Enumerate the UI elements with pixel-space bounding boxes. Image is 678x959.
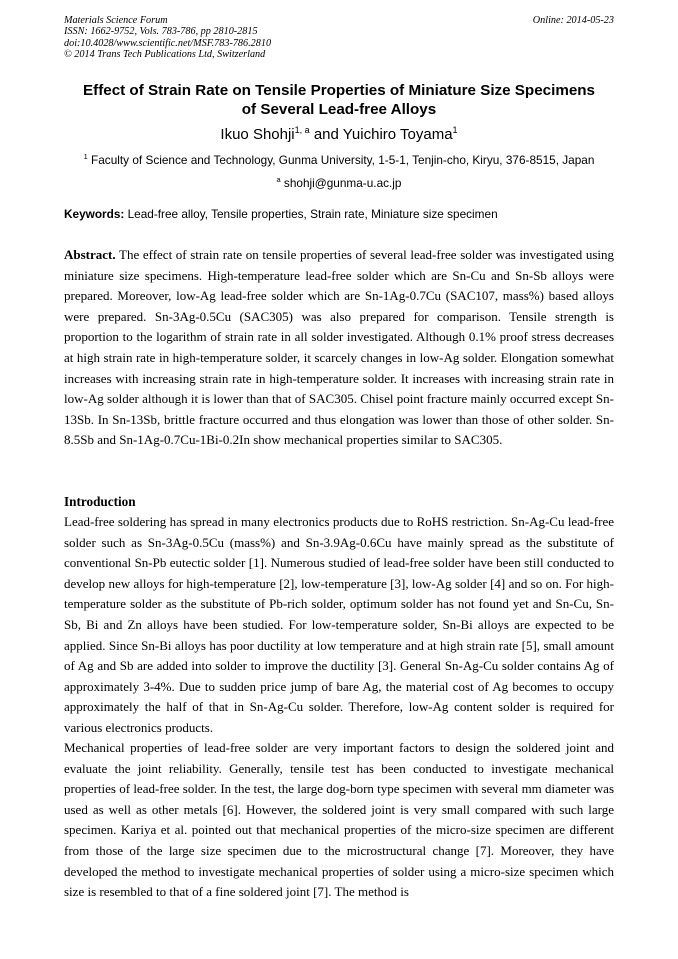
section-heading: Introduction xyxy=(64,494,136,509)
abstract xyxy=(64,245,614,451)
keywords-label: Keywords: xyxy=(64,207,125,221)
doi-line: doi:10.4028/www.scientific.net/MSF.783-786.2810 xyxy=(64,37,272,49)
author-superscript: 1 xyxy=(452,125,458,135)
email-address: shohji@gunma-u.ac.jp xyxy=(280,176,402,190)
author-conjunction: and xyxy=(309,126,343,143)
online-date: Online: 2014-05-23 xyxy=(532,15,614,26)
journal-header xyxy=(64,15,464,61)
paragraph-text: Lead-free soldering has spread in many electronics products due to RoHS restriction. Sn-Ag-Cu lead-free solder such as Sn-3Ag-0.5Cu (mass%) and Sn-3.9Ag-0.6Cu have mainly spread as the substitute of conventional Sn-Pb eutectic solder [1]. Numerous studied of lead-free solder have been still conducted to develop new alloys for high-temperature [2], low-temperature [3], low-Ag solder [4] and so on. For high-temperature solder as the substitute of Pb-rich solder, optimum solder has not found yet and Sn-Cu, Sn-Sb, Bi and Zn alloys have been studied. For low-temperature solder, Sn-Bi alloys are expected to be applied. Since Sn-Bi alloys has poor ductility at low temperature and at high strain rate [5], small amount of Ag and Sb are added into solder to improve the ductility [3]. General Sn-Ag-Cu solder contains Ag of approximately 3-4%. Due to sudden price jump of bare Ag, the material cost of Ag becomes to occupy approximately the half of that in Sn-Ag-Cu solder. Therefore, low-Ag content solder is required for various electronics products. xyxy=(64,514,614,735)
author-name: Yuichiro Toyama xyxy=(342,126,453,143)
issn-line: ISSN: 1662-9752, Vols. 783-786, pp 2810-2815 xyxy=(64,26,258,38)
title-line-2: of Several Lead-free Alloys xyxy=(241,100,437,118)
affiliation-text: Faculty of Science and Technology, Gunma University, 1-5-1, Tenjin-cho, Kiryu, 376-8515, Japan xyxy=(87,153,595,167)
author-name: Ikuo Shohji xyxy=(220,126,295,143)
author-list xyxy=(40,121,638,144)
affiliation-line xyxy=(40,147,638,170)
abstract-paragraph xyxy=(64,245,614,451)
paragraph-text: Mechanical properties of lead-free solder are very important factors to design the soldered joint and evaluate the joint reliability. Generally, tensile test has been conducted to investigate mechanical properties of lead-free solder. In the test, the large dog-born type specimen with several mm diameter was used as well as other metals [6]. However, the soldered joint is very small compared with such large specimen. Kariya et al. pointed out that mechanical properties of the micro-size specimen are different from those of the large size specimen due to the microstructural change [7]. Moreover, they have developed the method to investigate mechanical properties of solder using a micro-size specimen which size is resembled to that of a fine soldered joint [7]. The method is xyxy=(64,740,614,900)
email-superscript: a xyxy=(276,175,281,184)
keywords-text: Lead-free alloy, Tensile properties, Strain rate, Miniature size specimen xyxy=(124,207,498,221)
title-line-1: Effect of Strain Rate on Tensile Properties of Miniature Size Specimens xyxy=(83,82,595,99)
affiliation-block xyxy=(40,147,638,193)
paper-title xyxy=(40,82,638,119)
affiliation-superscript: 1 xyxy=(83,152,88,161)
abstract-text: The effect of strain rate on tensile properties of several lead-free solder was investigated using miniature size specimens. High-temperature lead-free solder which are Sn-Cu and Sn-Sb alloys were prepared. Moreover, low-Ag lead-free solder which are Sn-1Ag-0.7Cu (SAC107, mass%) based alloys were prepared. Sn-3Ag-0.5Cu (SAC305) was also prepared for comparison. Tensile strength is proportion to the logarithm of strain rate in all solder investigated. Although 0.1% proof stress decreases at high strain rate in high-temperature solder, it scarcely changes in low-Ag solder. Elongation somewhat increases with increasing strain rate in high-temperature solder. It increases with increasing strain rate in low-Ag solder although it is lower than that of SAC305. Chisel point fracture mainly occurred except Sn-13Sb. In Sn-13Sb, brittle fracture occurred and thus elongation was lower than those of other solder. Sn-8.5Sb and Sn-1Ag-0.7Cu-1Bi-0.2In show mechanical properties similar to SAC305. xyxy=(64,247,614,448)
journal-name: Materials Science Forum xyxy=(64,15,168,26)
intro-paragraph-2 xyxy=(64,738,614,903)
email-line xyxy=(40,170,638,193)
copyright-line: © 2014 Trans Tech Publications Ltd, Switzerland xyxy=(64,49,266,61)
intro-paragraph-1 xyxy=(64,512,614,739)
keywords xyxy=(64,206,624,222)
abstract-label: Abstract. xyxy=(64,247,116,262)
author-superscript: 1, a xyxy=(294,125,310,135)
